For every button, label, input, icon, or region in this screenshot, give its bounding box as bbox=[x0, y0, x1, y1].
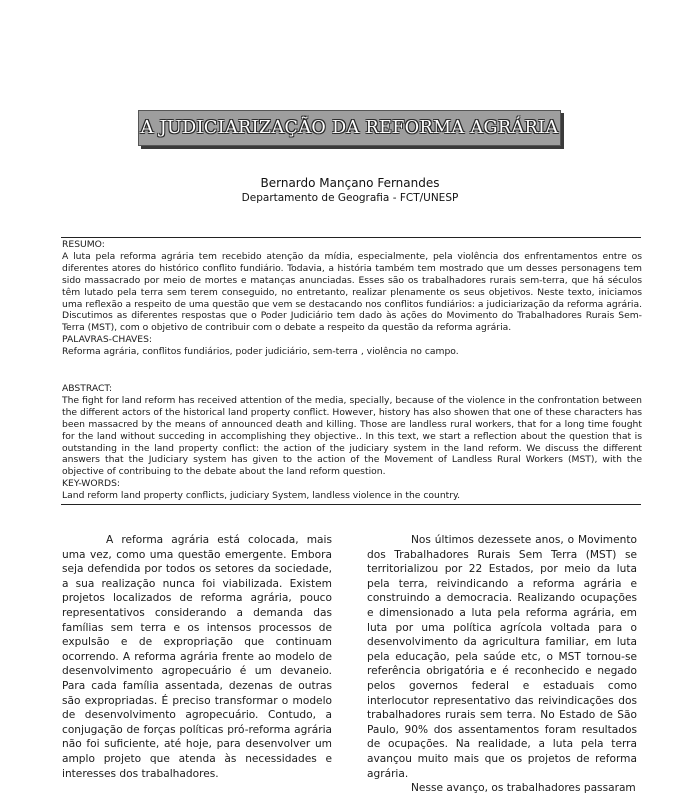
palavras-chaves-text: Reforma agrária, conflitos fundiários, poder judiciário, sem-terra , violência no campo. bbox=[62, 346, 459, 358]
bottom-rule bbox=[61, 504, 641, 505]
abstract-heading: ABSTRACT: bbox=[62, 383, 113, 394]
author-name: Bernardo Mançano Fernandes bbox=[260, 176, 440, 190]
abstract-section bbox=[62, 383, 642, 502]
keywords-text: Land reform land property conflicts, judiciary System, landless violence in the country. bbox=[62, 490, 461, 502]
palavras-chaves-heading: PALAVRAS-CHAVES: bbox=[62, 334, 153, 346]
title-banner bbox=[138, 110, 561, 146]
right-column bbox=[367, 533, 637, 796]
article-title: A JUDICIARIZAÇÃO DA REFORMA AGRÁRIA bbox=[140, 118, 559, 138]
resumo-section bbox=[62, 239, 642, 358]
abstract-text: The fight for land reform has received attention of the media, specially, because of the violence in the confrontation between the different actors of the historical land property conflict. However, history has also showen that one of these characters has been massacred by the means of announced death and killing. Those are landless rural workers, that for a long time fought for the land without succeding in accomplishing they objective.. In this text, we start a reflection about the question that is outstanding in the land property conflict: the action of the judiciary system in the land reform. We discuss the different answers that the Judiciary system has given to the action of the Movement of Landless Rural Workers (MST), with the objective of contribuing to the debate about the land reform question. bbox=[62, 394, 642, 478]
keywords-heading: KEY-WORDS: bbox=[62, 478, 120, 490]
resumo-heading: RESUMO: bbox=[62, 239, 105, 250]
top-rule bbox=[61, 237, 641, 238]
left-column-paragraph: A reforma agrária está colocada, mais uma vez, como uma questão emergente. Embora seja defendida por todos os setores da sociedade, a sua realização nunca foi viabilizada. Existem projetos localizados de reforma agrária, pouco representativos considerando a demanda das famílias sem terra e os intensos processos de expulsão e de expropriação que continuam ocorrendo. A reforma agrária frente ao modelo de desenvolvimento agropecuário é um devaneio. Para cada família assentada, dezenas de outras são expropriadas. É preciso transformar o modelo de desenvolvimento agropecuário. Contudo, a conjugação de forças políticas pró-reforma agrária não foi suficiente, até hoje, para desenvolver um amplo projeto que atenda às necessidades e interesses dos trabalhadores. bbox=[62, 534, 332, 780]
left-column bbox=[62, 533, 332, 781]
resumo-text: A luta pela reforma agrária tem recebido atenção da mídia, especialmente, pela violência dos enfrentamentos entre os diferentes atores do histórico conflito fundiário. Todavia, a história também tem mostrado que um desses personagens tem sido massacrado por meio de mortes e matanças anunciadas. Esses são os trabalhadores rurais sem-terra, que há séculos têm lutado pela terra sem terem conseguido, no entretanto, realizar plenamente os seus objetivos. Neste texto, iniciamos uma reflexão a respeito de uma questão que vem se destacando nos conflitos fundiários: a judiciarização da reforma agrária. Discutimos as diferentes respostas que o Poder Judiciário tem dado às ações do Movimento do Trabalhadores Rurais Sem-Terra (MST), com o objetivo de contribuir com o debate a respeito da questão da reforma agrária. bbox=[62, 250, 642, 334]
right-column-paragraph-1: Nos últimos dezessete anos, o Movimento dos Trabalhadores Rurais Sem Terra (MST) se territorializou por 22 Estados, por meio da luta pela terra, reivindicando a reforma agrária e construindo a democracia. Realizando ocupações e dimensionado a luta pela reforma agrária, em luta por uma política agrícola voltada para o desenvolvimento da agricultura familiar, em luta pela educação, pela saúde etc, o MST tornou-se referência obrigatória e é reconhecido e negado pelos governos federal e estaduais como interlocutor representativo das reivindicações dos trabalhadores rurais sem terra. No Estado de São Paulo, 90% dos assentamentos foram resultados de ocupações. Na realidade, a luta pela terra avançou muito mais que os projetos de reforma agrária. bbox=[367, 534, 637, 780]
author-affiliation: Departamento de Geografia - FCT/UNESP bbox=[241, 192, 459, 204]
right-column-paragraph-2: Nesse avanço, os trabalhadores passaram bbox=[411, 782, 636, 795]
